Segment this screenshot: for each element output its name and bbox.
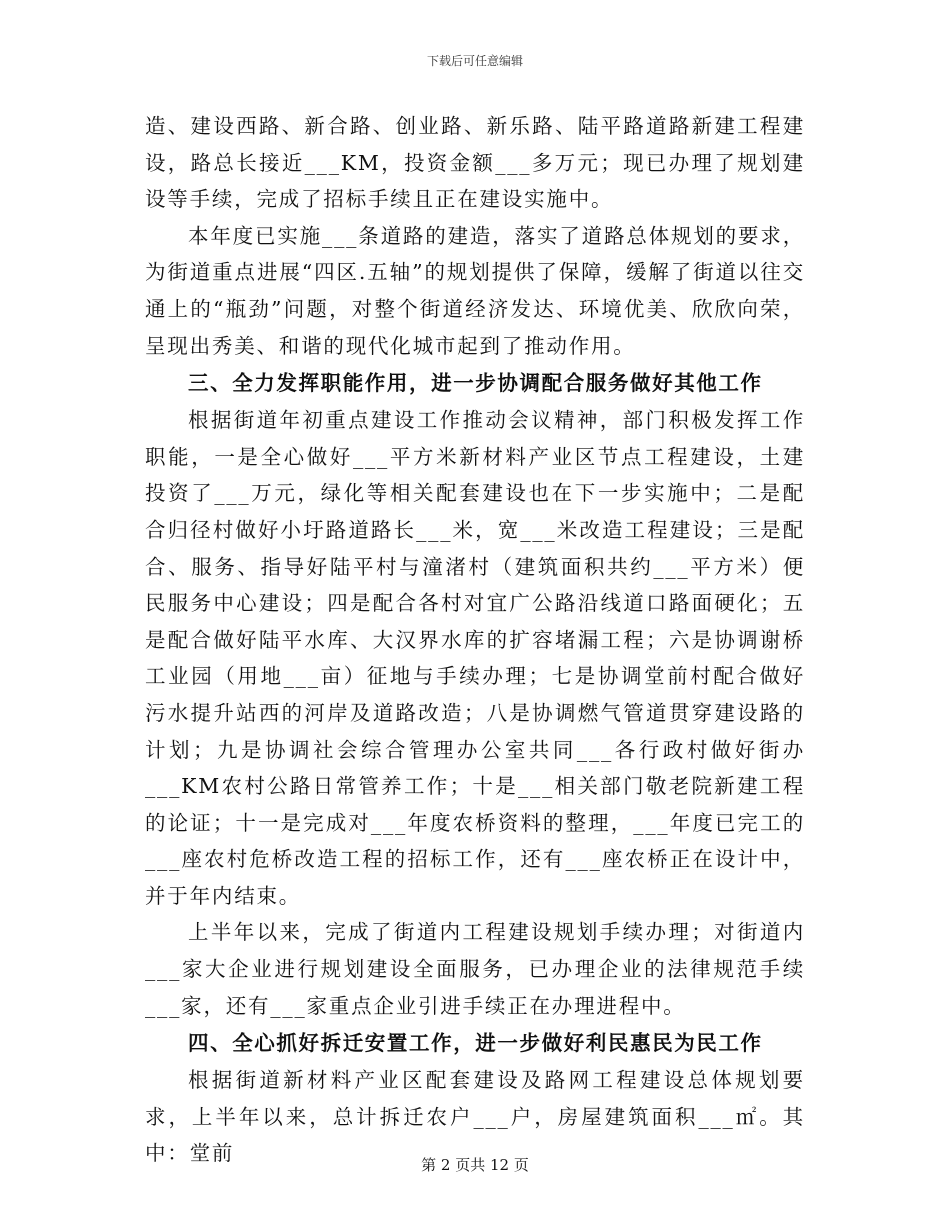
paragraph-coordination-work: 根据街道年初重点建设工作推动会议精神，部门积极发挥工作职能，一是全心做好___平方米新材料产业区节点工程建设，土建投资了___万元，绿化等相关配套建设也在下一步实施中；二是配合归径村做好小圩路道路长___米，宽___米改造工程建设；三是配合、服务、指导好陆平村与潼渚村（建筑面积共约___平方米）便民服务中心建设；四是配合各村对宜广公路沿线道口路面硬化；五是配合做好陆平水库、大汉界水库的扩容堵漏工程；六是协调谢桥工业园（用地___亩）征地与手续办理；七是协调堂前村配合做好污水提升站西的河岸及道路改造；八是协调燃气管道贯穿建设路的计划；九是协调社会综合管理办公室共同___各行政村做好街办___KM农村公路日常管养工作；十是___相关部门敬老院新建工程的论证；十一是完成对___年度农桥资料的整理，___年度已完工的___座农村危桥改造工程的招标工作，还有___座农桥正在设计中，并于年内结束。 [145,408,805,908]
paragraph-road-construction: 造、建设西路、新合路、创业路、新乐路、陆平路道路新建工程建设，路总长接近___KM，投资金额___多万元；现已办理了规划建设等手续，完成了招标手续且正在建设实施中。 [145,114,805,212]
page-number: 第 2 页共 12 页 [421,1156,529,1174]
paragraph-annual-roads: 本年度已实施___条道路的建造，落实了道路总体规划的要求，为街道重点进展“四区.五轴”的规划提供了保障，缓解了街道以往交通上的“瓶劲”问题，对整个街道经济发达、环境优美、欣欣向荣，呈现出秀美、和谐的现代化城市起到了推动作用。 [145,223,805,358]
section-heading-3: 三、全力发挥职能作用，进一步协调配合服务做好其他工作 [188,371,763,396]
document-body [145,108,805,1172]
section-heading-4: 四、全心抓好拆迁安置工作，进一步做好利民惠民为民工作 [188,1031,763,1056]
page-header: 下载后可任意编辑 [426,54,523,68]
paragraph-demolition: 根据街道新材料产业区配套建设及路网工程建设总体规划要求，上半年以来，总计拆迁农户___户，房屋建筑面积___㎡。其中：堂前 [145,1068,805,1166]
paragraph-planning-procedures: 上半年以来，完成了街道内工程建设规划手续办理；对街道内___家大企业进行规划建设全面服务，已办理企业的法律规范手续___家，还有___家重点企业引进手续正在办理进程中。 [145,920,805,1018]
